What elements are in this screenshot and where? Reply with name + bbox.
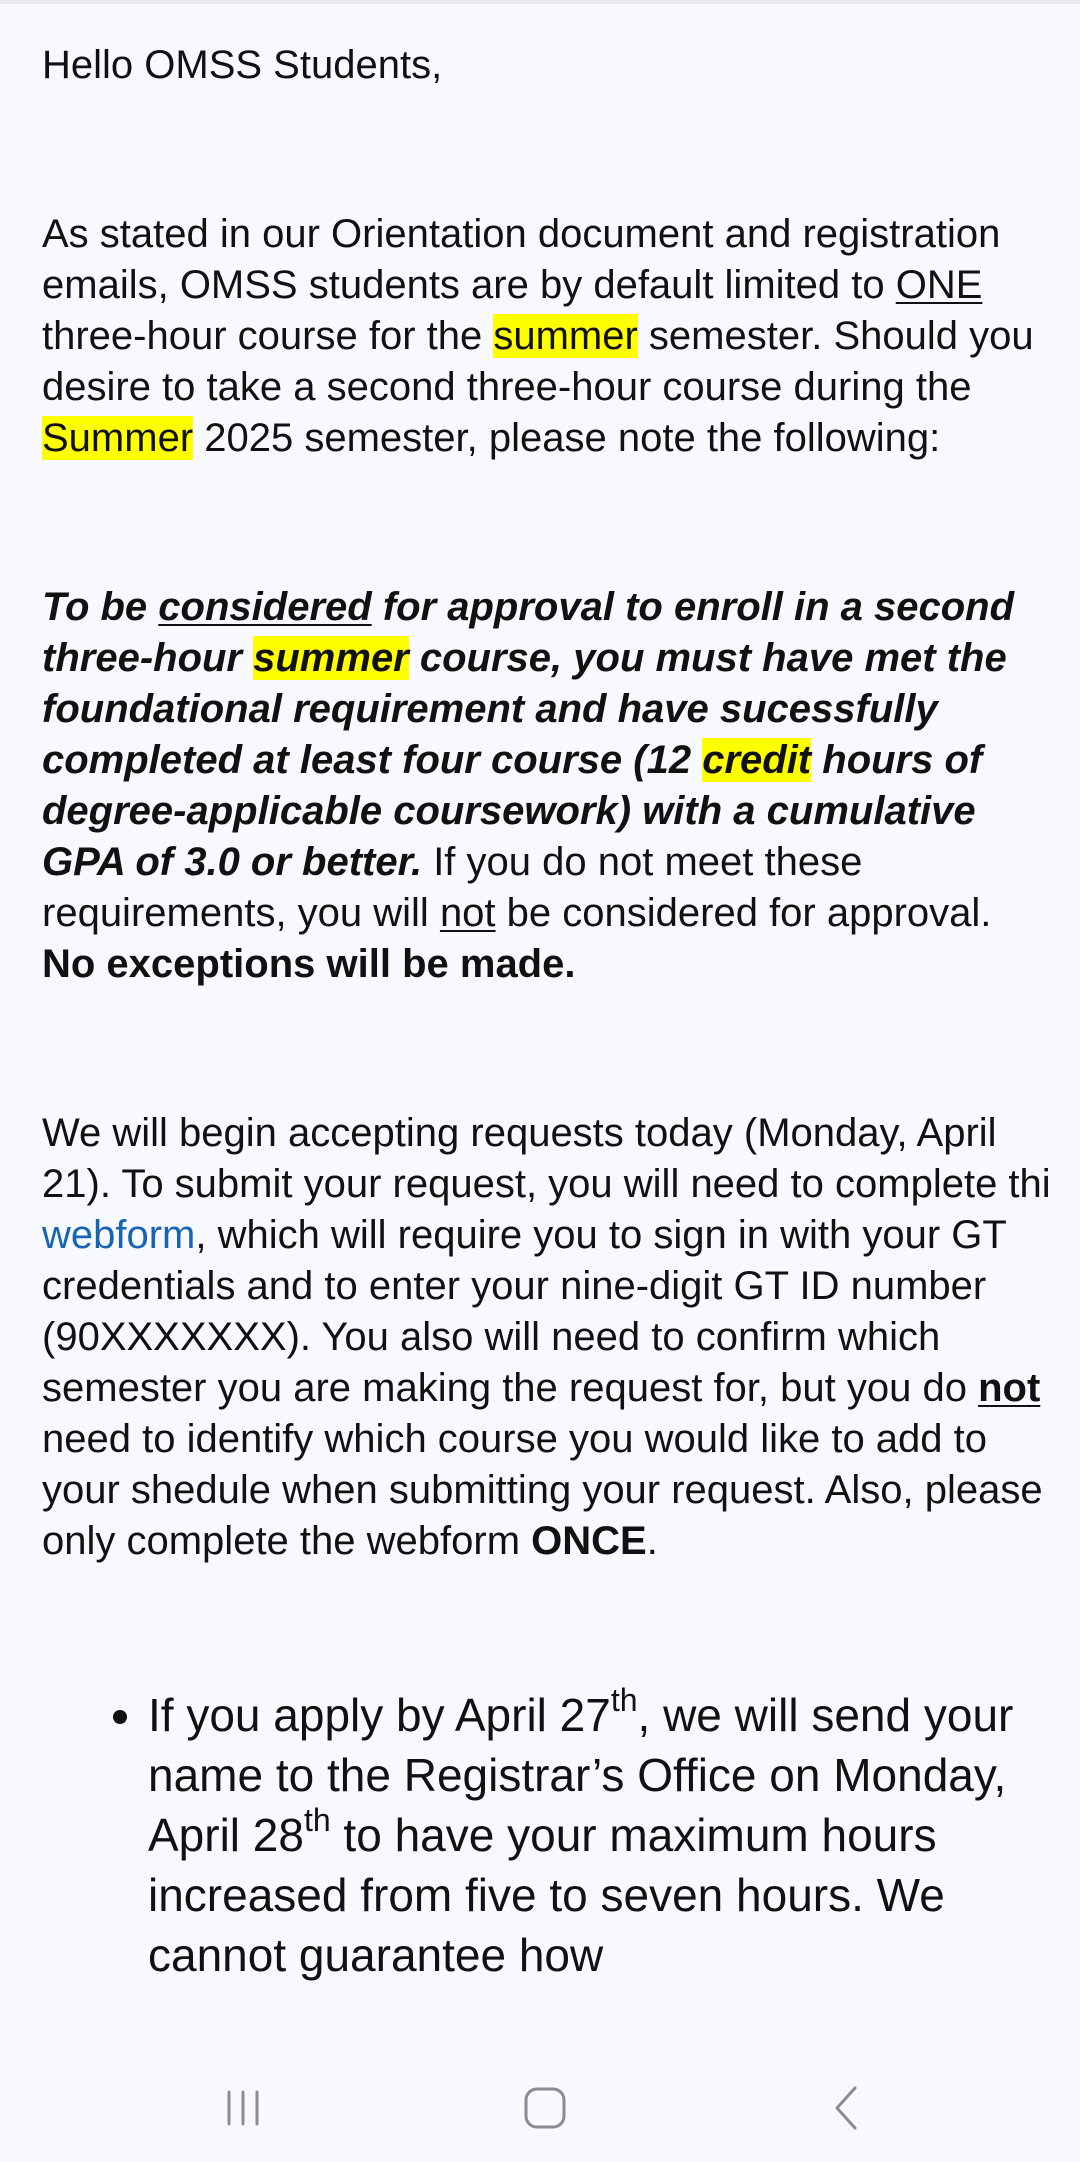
requirement-bold-1: To be: [42, 585, 159, 629]
requirement-bold-4: hours of degree-applicable coursework) with a cumulative GPA of 3.0 or better.: [42, 738, 983, 884]
requirement-text-2: be considered for approval.: [495, 891, 992, 935]
highlight-credit: credit: [702, 738, 812, 782]
requirement-bold-2: for approval to enroll in a second three-hour: [42, 585, 1015, 680]
submission-text-2: , which will require you to sign in with your GT credentials and to enter your nine-digit GT ID number (90XXXXXXX). You also will need to confirm which semester you are making the request for, but you do: [42, 1213, 1007, 1410]
submission-paragraph: [42, 1108, 1052, 1567]
intro-text-1: As stated in our Orientation document and registration emails, OMSS students are by default limited to: [42, 212, 1001, 307]
intro-text-4: 2025 semester, please note the following:: [193, 416, 941, 460]
highlight-summer: Summer: [42, 416, 194, 460]
email-body: [42, 40, 1052, 1985]
submission-text-3: need to identify which course you would like to add to your shedule when submitting your request. Also, please only complete the webform: [42, 1417, 1043, 1563]
requirement-paragraph: [42, 582, 1052, 990]
back-icon: [823, 2084, 871, 2132]
highlight-summer: summer: [493, 314, 638, 358]
submission-text-4: .: [646, 1519, 658, 1563]
submission-once: ONCE: [531, 1519, 647, 1563]
superscript-th: th: [303, 1802, 331, 1838]
intro-paragraph: [42, 209, 1052, 464]
greeting: Hello OMSS Students,: [42, 43, 443, 87]
superscript-th: th: [610, 1682, 638, 1718]
requirement-bold-3: course, you must have met the foundational requirement and have sucessfully completed at least four course (12: [42, 636, 1007, 782]
requirement-considered: considered: [158, 585, 372, 629]
home-icon: [521, 2084, 569, 2132]
submission-not: not: [978, 1366, 1041, 1410]
bullet-text-1: If you apply by April 27: [148, 1689, 611, 1741]
webform-link[interactable]: webform: [42, 1213, 196, 1257]
recent-apps-icon: [219, 2084, 267, 2132]
requirement-text-1: If you do not meet these requirements, you will: [42, 840, 863, 935]
intro-text-2: three-hour course for the: [42, 314, 494, 358]
top-divider: [0, 0, 1080, 4]
submission-text-1: We will begin accepting requests today (Monday, April 21). To submit your request, you will need to complete thi: [42, 1111, 1051, 1206]
home-button[interactable]: [500, 2068, 590, 2148]
recent-apps-button[interactable]: [198, 2068, 288, 2148]
bullet-list: [42, 1682, 1052, 1985]
no-exceptions: No exceptions will be made.: [42, 942, 576, 986]
navigation-bar: [0, 2050, 1080, 2162]
back-button[interactable]: [802, 2068, 892, 2148]
bullet-text-3: to have your maximum hours increased from five to seven hours. We cannot guarantee how: [148, 1809, 945, 1981]
requirement-not: not: [439, 891, 496, 935]
bullet-text-2: , we will send your name to the Registrar’s Office on Monday, April 28: [148, 1689, 1014, 1861]
intro-text-3: semester. Should you desire to take a second three-hour course during the: [42, 314, 1034, 409]
highlight-summer: summer: [253, 636, 409, 680]
intro-one: ONE: [895, 263, 983, 307]
list-item: [148, 1682, 1052, 1985]
